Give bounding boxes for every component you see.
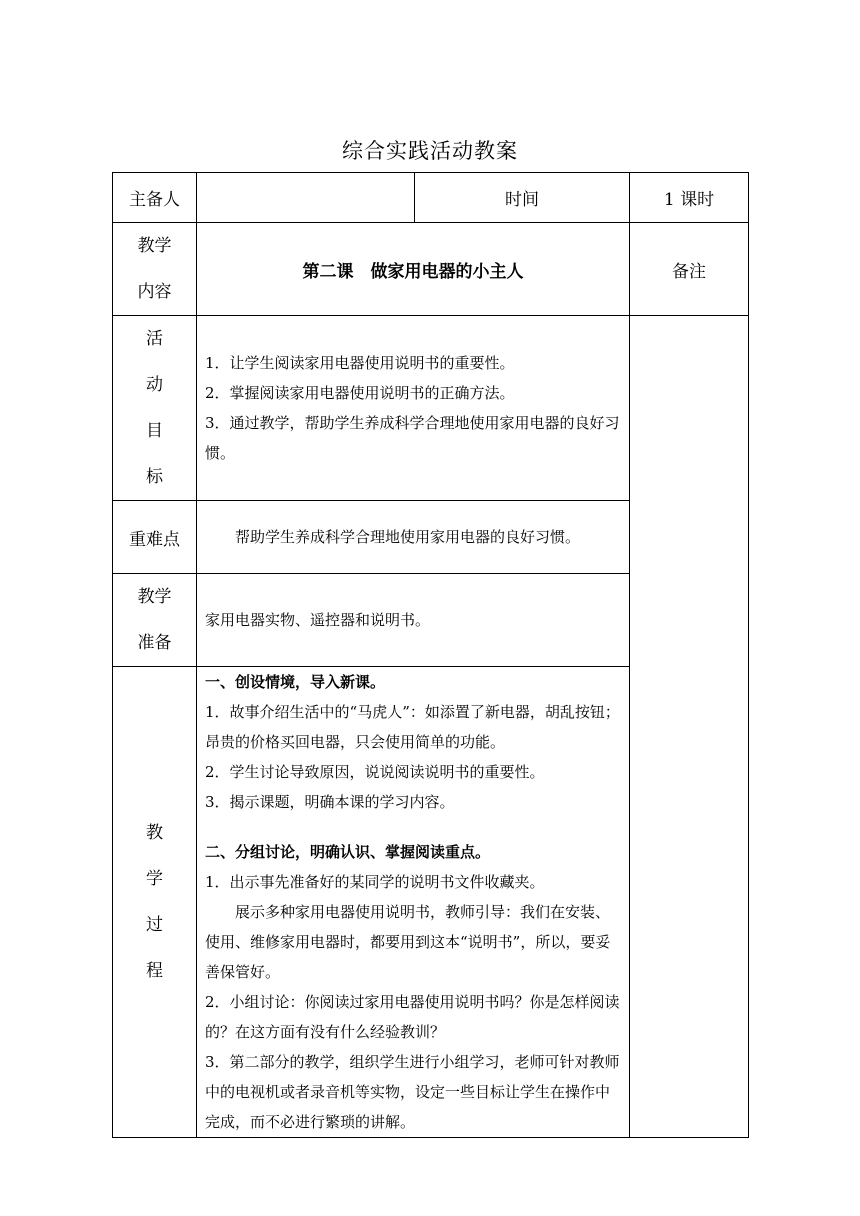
remarks-label: 备注 bbox=[630, 223, 749, 316]
process-label-char: 教 bbox=[146, 823, 163, 843]
preparer-value bbox=[197, 173, 415, 223]
preparer-label: 主备人 bbox=[113, 173, 197, 223]
content-row bbox=[113, 223, 749, 316]
process-item: 3．揭示课题，明确本课的学习内容。 bbox=[205, 793, 455, 811]
process-item: 1．故事介绍生活中的“马虎人”：如添置了新电器，胡乱按钮；昂贵的价格买回电器，只会使用简单的功能。 bbox=[205, 703, 620, 751]
content-label-line1: 教学 bbox=[137, 236, 172, 256]
goal-item: 3．通过教学，帮助学生养成科学合理地使用家用电器的良好习惯。 bbox=[205, 414, 620, 462]
goals-label-char: 活 bbox=[146, 329, 163, 349]
goals-label-char: 目 bbox=[146, 421, 163, 441]
goals-label-char: 标 bbox=[146, 467, 163, 487]
process-label-char: 过 bbox=[146, 915, 163, 935]
goals-label bbox=[113, 316, 197, 501]
goal-item: 2．掌握阅读家用电器使用说明书的正确方法。 bbox=[205, 384, 515, 402]
goals-text bbox=[197, 316, 630, 501]
process-label-char: 程 bbox=[146, 961, 163, 981]
process-section1-heading: 一、创设情境，导入新课。 bbox=[205, 673, 386, 691]
process-item: 2．小组讨论：你阅读过家用电器使用说明书吗？你是怎样阅读的？在这方面有没有什么经验教训？ bbox=[205, 993, 620, 1041]
remarks-column bbox=[630, 316, 749, 1138]
goals-label-char: 动 bbox=[146, 375, 163, 395]
process-text bbox=[197, 667, 630, 1138]
content-label bbox=[113, 223, 197, 316]
lesson-title: 第二课 做家用电器的小主人 bbox=[197, 223, 630, 316]
preparation-label bbox=[113, 574, 197, 667]
process-label-char: 学 bbox=[146, 869, 163, 889]
goals-row bbox=[113, 316, 749, 501]
key-points-label: 重难点 bbox=[113, 501, 197, 574]
preparation-text: 家用电器实物、遥控器和说明书。 bbox=[197, 574, 630, 667]
time-label: 时间 bbox=[415, 173, 630, 223]
key-points-text bbox=[197, 501, 630, 574]
key-points-paragraph: 帮助学生养成科学合理地使用家用电器的良好习惯。 bbox=[235, 528, 581, 546]
process-item: 2．学生讨论导致原因，说说阅读说明书的重要性。 bbox=[205, 763, 545, 781]
goal-item: 1．让学生阅读家用电器使用说明书的重要性。 bbox=[205, 354, 515, 372]
process-label bbox=[113, 667, 197, 1138]
preparation-label-line1: 教学 bbox=[137, 587, 172, 607]
content-label-line2: 内容 bbox=[137, 282, 172, 302]
section-gap bbox=[205, 817, 623, 837]
lesson-plan-table bbox=[112, 172, 749, 1138]
process-section2-heading: 二、分组讨论，明确认识、掌握阅读重点。 bbox=[205, 843, 491, 861]
page-title: 综合实践活动教案 bbox=[342, 139, 518, 163]
preparation-label-line2: 准备 bbox=[137, 633, 172, 653]
process-item: 3．第二部分的教学，组织学生进行小组学习，老师可针对教师中的电视机或者录音机等实物，设定一些目标让学生在操作中完成，而不必进行繁琐的讲解。 bbox=[205, 1053, 620, 1131]
header-row bbox=[113, 173, 749, 223]
process-paragraph: 展示多种家用电器使用说明书，教师引导：我们在安装、使用、维修家用电器时，都要用到这本“说明书”，所以，要妥善保管好。 bbox=[205, 903, 611, 981]
process-item: 1．出示事先准备好的某同学的说明书文件收藏夹。 bbox=[205, 873, 545, 891]
time-value: 1 课时 bbox=[630, 173, 749, 223]
